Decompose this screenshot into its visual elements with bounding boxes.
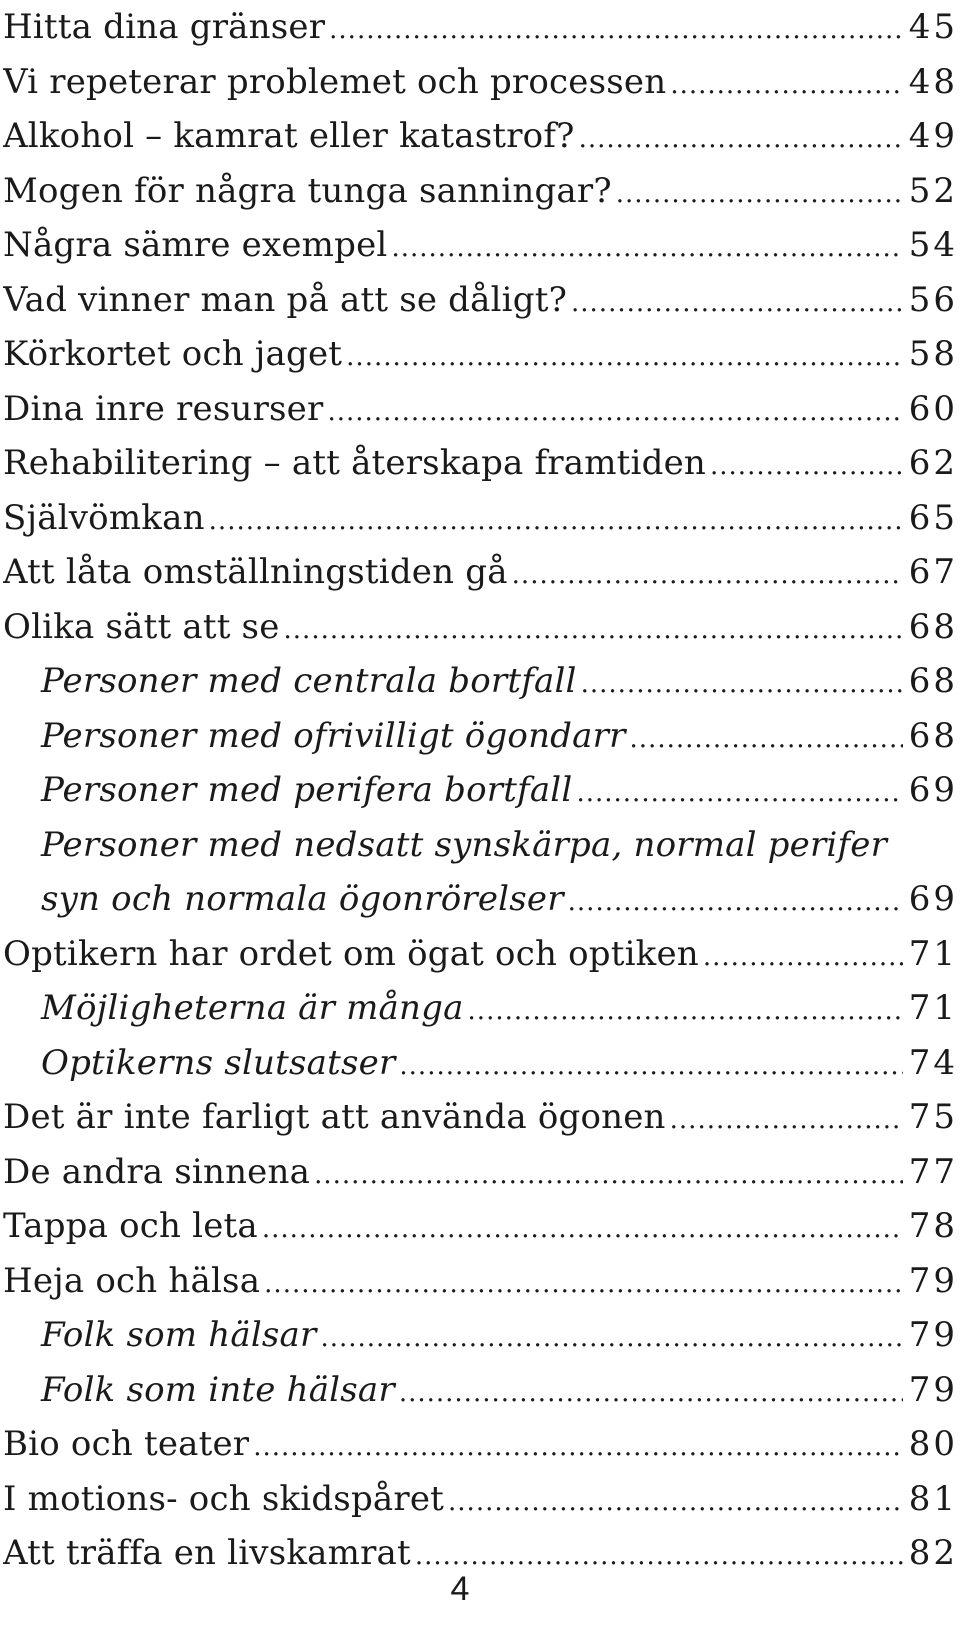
dot-leader	[703, 930, 903, 982]
dot-leader	[581, 657, 903, 709]
toc-entry-title: Det är inte farligt att använda ögonen	[3, 1097, 666, 1137]
toc-entry[interactable]	[3, 0, 958, 55]
toc-entry-page: 60	[908, 388, 958, 429]
toc-entry-title: De andra sinnena	[3, 1151, 311, 1192]
toc-entry-page: 77	[908, 1151, 958, 1192]
toc-entry-page: 65	[908, 497, 958, 538]
toc-entry[interactable]	[3, 1417, 958, 1472]
toc-subentry[interactable]	[3, 1308, 958, 1363]
dot-leader	[264, 1257, 903, 1309]
toc-subentry[interactable]	[3, 872, 958, 927]
toc-entry-page: 81	[908, 1478, 958, 1519]
dot-leader	[576, 766, 902, 818]
toc-entry[interactable]	[3, 927, 958, 982]
table-of-contents	[3, 0, 958, 1581]
toc-entry-page: 67	[908, 552, 958, 592]
toc-entry-page: 56	[908, 279, 958, 320]
dot-leader	[346, 330, 903, 382]
dot-leader	[391, 221, 902, 273]
toc-subentry-first-line[interactable]	[3, 818, 958, 873]
toc-entry-page: 52	[908, 170, 958, 211]
toc-subentry[interactable]	[3, 981, 958, 1036]
toc-entry-title: I motions- och skidspåret	[3, 1478, 445, 1519]
toc-entry-page: 45	[908, 7, 958, 47]
dot-leader	[253, 1420, 902, 1472]
toc-entry-page: 68	[908, 715, 958, 756]
toc-entry[interactable]	[3, 164, 958, 219]
toc-entry[interactable]	[3, 1254, 958, 1309]
toc-entry-title: Att låta omställningstiden gå	[3, 552, 508, 592]
toc-entry-page: 82	[908, 1533, 958, 1573]
dot-leader	[616, 167, 903, 219]
toc-entry-title: Vad vinner man på att se dåligt?	[3, 279, 568, 320]
dot-leader	[329, 3, 903, 55]
toc-entry-page: 79	[908, 1315, 958, 1355]
toc-entry[interactable]	[3, 327, 958, 382]
toc-entry[interactable]	[3, 1145, 958, 1200]
toc-entry-page: 80	[908, 1424, 958, 1464]
toc-entry-title: Att träffa en livskamrat	[3, 1533, 411, 1573]
toc-entry-title: Folk som hälsar	[41, 1315, 317, 1355]
toc-entry[interactable]	[3, 545, 958, 600]
dot-leader	[579, 112, 903, 164]
dot-leader	[320, 1311, 902, 1363]
toc-entry[interactable]	[3, 491, 958, 546]
toc-entry-page: 68	[908, 606, 958, 647]
toc-entry-title: Optikern har ordet om ögat och optiken	[3, 933, 699, 974]
dot-leader	[468, 984, 903, 1036]
dot-leader	[327, 385, 902, 437]
dot-leader	[568, 875, 903, 927]
toc-entry-title: Körkortet och jaget	[3, 334, 343, 374]
toc-entry-page: 79	[908, 1369, 958, 1410]
toc-entry-title: Personer med perifera bortfall	[41, 770, 573, 810]
toc-entry[interactable]	[3, 1090, 958, 1145]
toc-entry-title: Personer med nedsatt synskärpa, normal perifer	[41, 824, 888, 865]
dot-leader	[209, 494, 903, 546]
toc-entry-title: Heja och hälsa	[3, 1260, 261, 1301]
toc-entry[interactable]	[3, 1472, 958, 1527]
toc-entry[interactable]	[3, 382, 958, 437]
toc-entry[interactable]	[3, 218, 958, 273]
toc-entry-title: Hitta dina gränser	[3, 7, 326, 47]
dot-leader	[512, 548, 903, 600]
toc-entry-page: 69	[908, 770, 958, 810]
toc-entry-title: Möjligheterna är många	[41, 988, 464, 1028]
dot-leader	[571, 276, 903, 328]
toc-entry-page: 68	[908, 661, 958, 701]
dot-leader	[448, 1475, 903, 1527]
dot-leader	[314, 1148, 903, 1200]
toc-entry[interactable]	[3, 436, 958, 491]
toc-entry-title: syn och normala ögonrörelser	[41, 879, 564, 919]
toc-entry-title: Mogen för några tunga sanningar?	[3, 170, 612, 211]
toc-subentry[interactable]	[3, 763, 958, 818]
toc-entry-page: 49	[908, 116, 958, 156]
toc-subentry[interactable]	[3, 1036, 958, 1091]
toc-entry-title: Personer med ofrivilligt ögondarr	[41, 715, 626, 756]
toc-entry-page: 54	[908, 225, 958, 265]
toc-entry-title: Personer med centrala bortfall	[41, 661, 577, 701]
toc-subentry[interactable]	[3, 654, 958, 709]
toc-entry[interactable]	[3, 600, 958, 655]
toc-entry[interactable]	[3, 273, 958, 328]
toc-entry-title: Några sämre exempel	[3, 225, 388, 265]
dot-leader	[262, 1202, 903, 1254]
dot-leader	[284, 603, 903, 655]
toc-entry-title: Vi repeterar problemet och processen	[3, 61, 667, 102]
dot-leader	[670, 1093, 903, 1145]
toc-entry-page: 71	[908, 933, 958, 974]
toc-entry-title: Rehabilitering – att återskapa framtiden	[3, 443, 707, 483]
toc-entry-title: Folk som inte hälsar	[41, 1369, 395, 1410]
toc-entry-title: Alkohol – kamrat eller katastrof?	[3, 116, 575, 156]
toc-entry-title: Olika sätt att se	[3, 606, 280, 647]
toc-entry[interactable]	[3, 109, 958, 164]
toc-entry-page: 48	[908, 61, 958, 102]
toc-entry-page: 78	[908, 1206, 958, 1246]
toc-entry-page: 75	[908, 1097, 958, 1137]
page-number: 4	[450, 1570, 470, 1608]
toc-entry-page: 79	[908, 1260, 958, 1301]
dot-leader	[630, 712, 903, 764]
toc-entry[interactable]	[3, 1199, 958, 1254]
toc-subentry[interactable]	[3, 709, 958, 764]
dot-leader	[670, 58, 902, 110]
toc-entry-title: Dina inre resurser	[3, 388, 324, 429]
dot-leader	[710, 439, 903, 491]
toc-entry-page: 62	[908, 443, 958, 483]
toc-entry[interactable]	[3, 55, 958, 110]
dot-leader	[399, 1366, 903, 1418]
toc-entry-page: 69	[908, 879, 958, 919]
dot-leader	[399, 1039, 902, 1091]
toc-entry-page: 74	[908, 1042, 958, 1083]
toc-entry-title: Bio och teater	[3, 1424, 250, 1464]
toc-entry-page: 71	[908, 988, 958, 1028]
toc-subentry[interactable]	[3, 1363, 958, 1418]
toc-entry-title: Tappa och leta	[3, 1206, 258, 1246]
toc-entry-title: Optikerns slutsatser	[41, 1042, 396, 1083]
toc-entry-title: Självömkan	[3, 497, 205, 538]
toc-entry-page: 58	[908, 334, 958, 374]
